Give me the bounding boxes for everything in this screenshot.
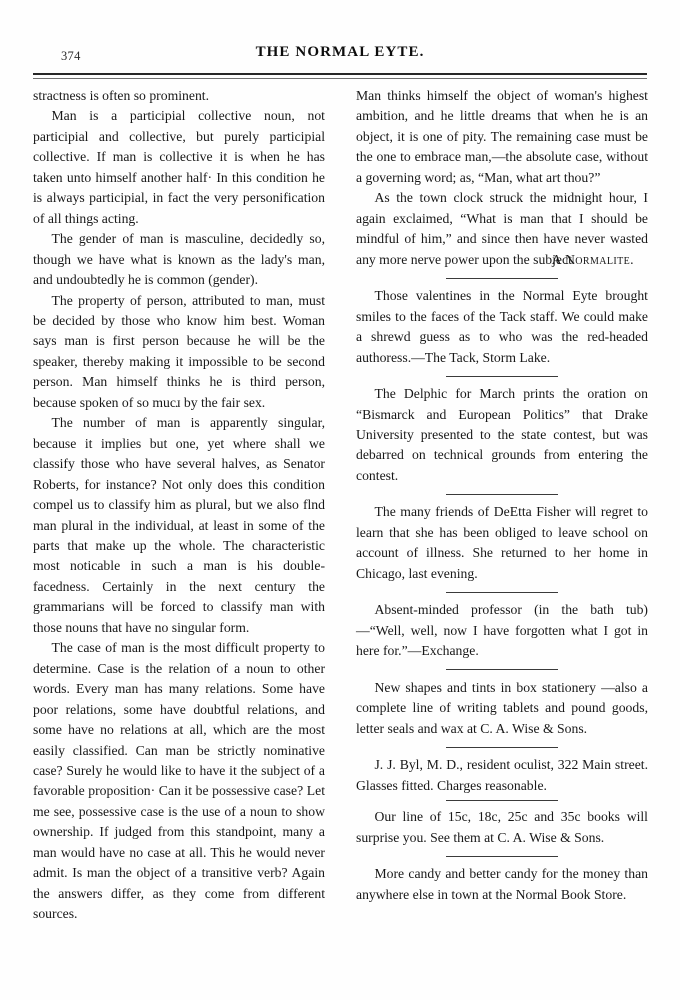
- note-candy: More candy and better candy for the money than anywhere else in town at the Normal Book Store.: [356, 866, 648, 902]
- note-absent-minded-professor: Absent-minded professor (in the bath tub)—“Well, well, now I have forgotten what I got in here for.”—Exchange.: [356, 602, 648, 659]
- note-deetta-fisher: The many friends of DeEtta Fisher will regret to learn that she has been obliged to leave school on account of illness. She returned to her home in Chicago, last evening.: [356, 504, 648, 581]
- paragraph-man-participial: Man is a participial collective noun, not participial and collective, but purely participial collective. If man is collective it is when he has taken unto himself another half· In this condition he is always participial, in fact the very personification of all things acting.: [33, 108, 325, 226]
- note-books: Our line of 15c, 18c, 25c and 35c books will surprise you. See them at C. A. Wise & Sons.: [356, 809, 648, 845]
- paragraph-man-thinks: Man thinks himself the object of woman's highest ambition, and he little dreams that when he is an object, it is one of pity. The remaining case must be the one to embrace man,—the absolute case, without a governing word; as, “Man, what art thou?”: [356, 88, 648, 185]
- paragraph-abstractness: stractness is often so prominent.: [33, 88, 210, 103]
- paragraph-gender: The gender of man is masculine, decidedly so, though we have what is known as the lady's man, and undoubtedly he is common (gender).: [33, 231, 325, 288]
- item-separator-rule: [446, 494, 558, 495]
- item-separator-rule: [446, 376, 558, 377]
- note-valentines: Those valentines in the Normal Eyte brought smiles to the faces of the Tack staff. We could make a shrewd guess as to who was the red-headed authoress.—The Tack, Storm Lake.: [356, 288, 648, 365]
- right-column: [356, 86, 648, 905]
- paragraph-town-clock: As the town clock struck the midnight hour, I again exclaimed, “What is man that I should be mindful of him,” and since then have never wasted any more nerve power upon the subject.: [356, 190, 648, 267]
- left-column: [33, 86, 325, 925]
- article-signature: A Normalite.: [551, 251, 634, 267]
- item-separator-rule: [446, 669, 558, 670]
- note-oculist: J. J. Byl, M. D., resident oculist, 322 Main street. Glasses fitted. Charges reasonable.: [356, 757, 648, 793]
- header-rule-thick: [33, 73, 647, 75]
- paragraph-number: The number of man is apparently singular, because it implies but one, yet where shall we classify those who have several halves, as Senator Roberts, for instance? Not only does this condition compel us to classify him as plural, but we also flnd man plural in the individual, at least in some of the parts that make up the whole. The characteristic most noticable in such a man is his double-facedness. Certainly in the next century the grammarians will be forced to classify man with those nouns that have no singular form.: [33, 415, 325, 635]
- paragraph-person: The property of person, attributed to man, must be decided by those who know him best. Woman says man is first person because he will be the speaker, thereby making it impossible to be second person. Man himself thinks he is third person, because spoken of so mucɹ by the fair sex.: [33, 292, 325, 410]
- paragraph-case: The case of man is the most difficult property to determine. Case is the relation of a noun to other words. Every man has many relations. Some have poor relations, some have doubtful relations, and some have no relations at all, which are the most easily classified. Can man be strictly nominative case? Surely he would like to have it the subject of a favorable proposition· Can it be possessive case? Let me see, possessive case is the use of a noun to show ownership. If judged from this standpoint, many a man would have no case at all. This he would never admit. Is man the object of a transitive verb? Again the answers differ, as they come from different sources.: [33, 640, 325, 922]
- publication-title: THE NORMAL EYTE.: [255, 44, 425, 60]
- header-rule-thin: [33, 78, 647, 79]
- item-separator-rule: [446, 856, 558, 857]
- note-delphic: The Delphic for March prints the oration on “Bismarck and European Politics” that Drake University presented to the state contest, but was debarred on technical grounds from entering the contest.: [356, 386, 648, 483]
- running-head: [33, 44, 647, 70]
- item-separator-rule: [446, 592, 558, 593]
- note-box-stationery: New shapes and tints in box stationery —also a complete line of writing tablets and pound goods, letter seals and wax at C. A. Wise & Sons.: [356, 679, 648, 736]
- item-separator-rule: [446, 747, 558, 748]
- item-separator-rule: [446, 800, 558, 801]
- item-separator-rule: [446, 278, 558, 279]
- page-number: 374: [61, 49, 81, 63]
